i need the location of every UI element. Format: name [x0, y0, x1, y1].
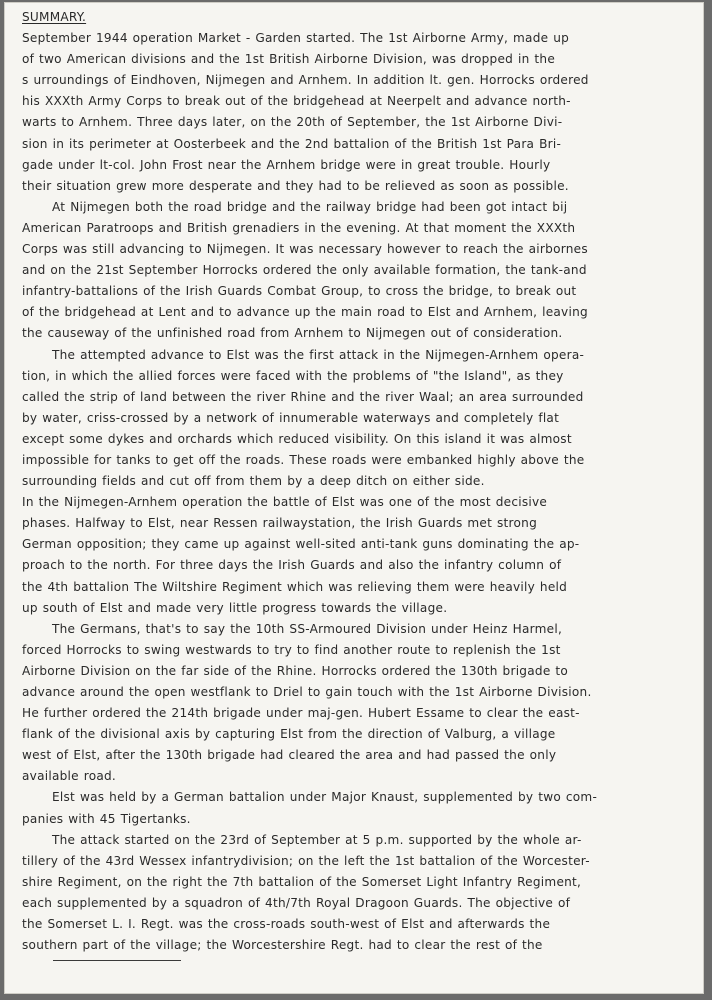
text-line: He further ordered the 214th brigade under maj-gen. Hubert Essame to clear the east-: [22, 706, 580, 721]
text-line: The attempted advance to Elst was the first attack in the Nijmegen-Arnhem opera-: [52, 347, 585, 362]
text-line: forced Horrocks to swing westwards to try to find another route to replenish the 1st: [22, 642, 561, 657]
text-line: In the Nijmegen-Arnhem operation the battle of Elst was one of the most decisive: [22, 495, 548, 510]
text-line: flank of the divisional axis by capturing Elst from the direction of Valburg, a village: [22, 727, 556, 742]
text-line: warts to Arnhem. Three days later, on the 20th of September, the 1st Airborne Divi-: [22, 115, 563, 130]
text-line: southern part of the village; the Worcestershire Regt. had to clear the rest of the: [22, 938, 543, 953]
document-page: [5, 3, 703, 993]
text-line: The Germans, that's to say the 10th SS-Armoured Division under Heinz Harmel,: [52, 621, 563, 636]
text-line: shire Regiment, on the right the 7th battalion of the Somerset Light Infantry Regiment,: [22, 874, 582, 889]
text-line: gade under lt-col. John Frost near the Arnhem bridge were in great trouble. Hourly: [22, 157, 551, 172]
text-line: panies with 45 Tigertanks.: [22, 811, 191, 826]
text-line: September 1944 operation Market - Garden started. The 1st Airborne Army, made up: [22, 31, 570, 46]
text-line: the Somerset L. I. Regt. was the cross-roads south-west of Elst and afterwards the: [22, 917, 551, 932]
text-line: available road.: [22, 769, 117, 784]
text-line: of the bridgehead at Lent and to advance up the main road to Elst and Arnhem, leaving: [22, 305, 588, 320]
text-line: up south of Elst and made very little progress towards the village.: [22, 600, 448, 615]
text-line: the 4th battalion The Wiltshire Regiment which was relieving them were heavily held: [22, 579, 568, 594]
text-line: and on the 21st September Horrocks ordered the only available formation, the tank-and: [22, 263, 587, 278]
text-line: of two American divisions and the 1st British Airborne Division, was dropped in the: [22, 52, 556, 67]
text-line: s urroundings of Eindhoven, Nijmegen and Arnhem. In addition lt. gen. Horrocks ordered: [22, 73, 589, 88]
text-line: The attack started on the 23rd of September at 5 p.m. supported by the whole ar-: [52, 832, 582, 847]
text-line: At Nijmegen both the road bridge and the railway bridge had been got intact bij: [52, 199, 568, 214]
text-line: called the strip of land between the river Rhine and the river Waal; an area surrounded: [22, 389, 584, 404]
text-line: his XXXth Army Corps to break out of the bridgehead at Neerpelt and advance north-: [22, 94, 571, 109]
text-line: tion, in which the allied forces were faced with the problems of "the Island", as they: [22, 368, 564, 383]
text-line: sion in its perimeter at Oosterbeek and the 2nd battalion of the British 1st Para Bri-: [22, 136, 562, 151]
text-line: Airborne Division on the far side of the Rhine. Horrocks ordered the 130th brigade to: [22, 663, 569, 678]
text-line: phases. Halfway to Elst, near Ressen railwaystation, the Irish Guards met strong: [22, 516, 537, 531]
text-line: except some dykes and orchards which reduced visibility. On this island it was almost: [22, 431, 572, 446]
text-line: surrounding fields and cut off from them by a deep ditch on either side.: [22, 474, 485, 489]
text-line: by water, criss-crossed by a network of innumerable waterways and completely flat: [22, 410, 560, 425]
text-line: impossible for tanks to get off the roads. These roads were embanked highly above the: [22, 452, 585, 467]
footer-rule: [53, 960, 181, 961]
text-line: Elst was held by a German battalion under Major Knaust, supplemented by two com-: [52, 790, 598, 805]
text-line: proach to the north. For three days the Irish Guards and also the infantry column of: [22, 558, 562, 573]
text-line: the causeway of the unfinished road from Arnhem to Nijmegen out of consideration.: [22, 326, 563, 341]
text-line: Corps was still advancing to Nijmegen. It was necessary however to reach the airbornes: [22, 242, 588, 257]
text-line: German opposition; they came up against well-sited anti-tank guns dominating the ap-: [22, 537, 580, 552]
text-line: each supplemented by a squadron of 4th/7th Royal Dragoon Guards. The objective of: [22, 895, 571, 910]
text-line: American Paratroops and British grenadiers in the evening. At that moment the XXXth: [22, 220, 576, 235]
text-line: infantry-battalions of the Irish Guards Combat Group, to cross the bridge, to break out: [22, 284, 577, 299]
text-line: tillery of the 43rd Wessex infantrydivision; on the left the 1st battalion of the Worcester-: [22, 853, 590, 868]
text-line: west of Elst, after the 130th brigade had cleared the area and had passed the only: [22, 748, 557, 763]
document-body: [22, 7, 662, 956]
text-line: their situation grew more desperate and they had to be relieved as soon as possible.: [22, 178, 569, 193]
text-line: advance around the open westflank to Driel to gain touch with the 1st Airborne Division.: [22, 685, 592, 699]
document-heading: SUMMARY.: [22, 10, 87, 24]
